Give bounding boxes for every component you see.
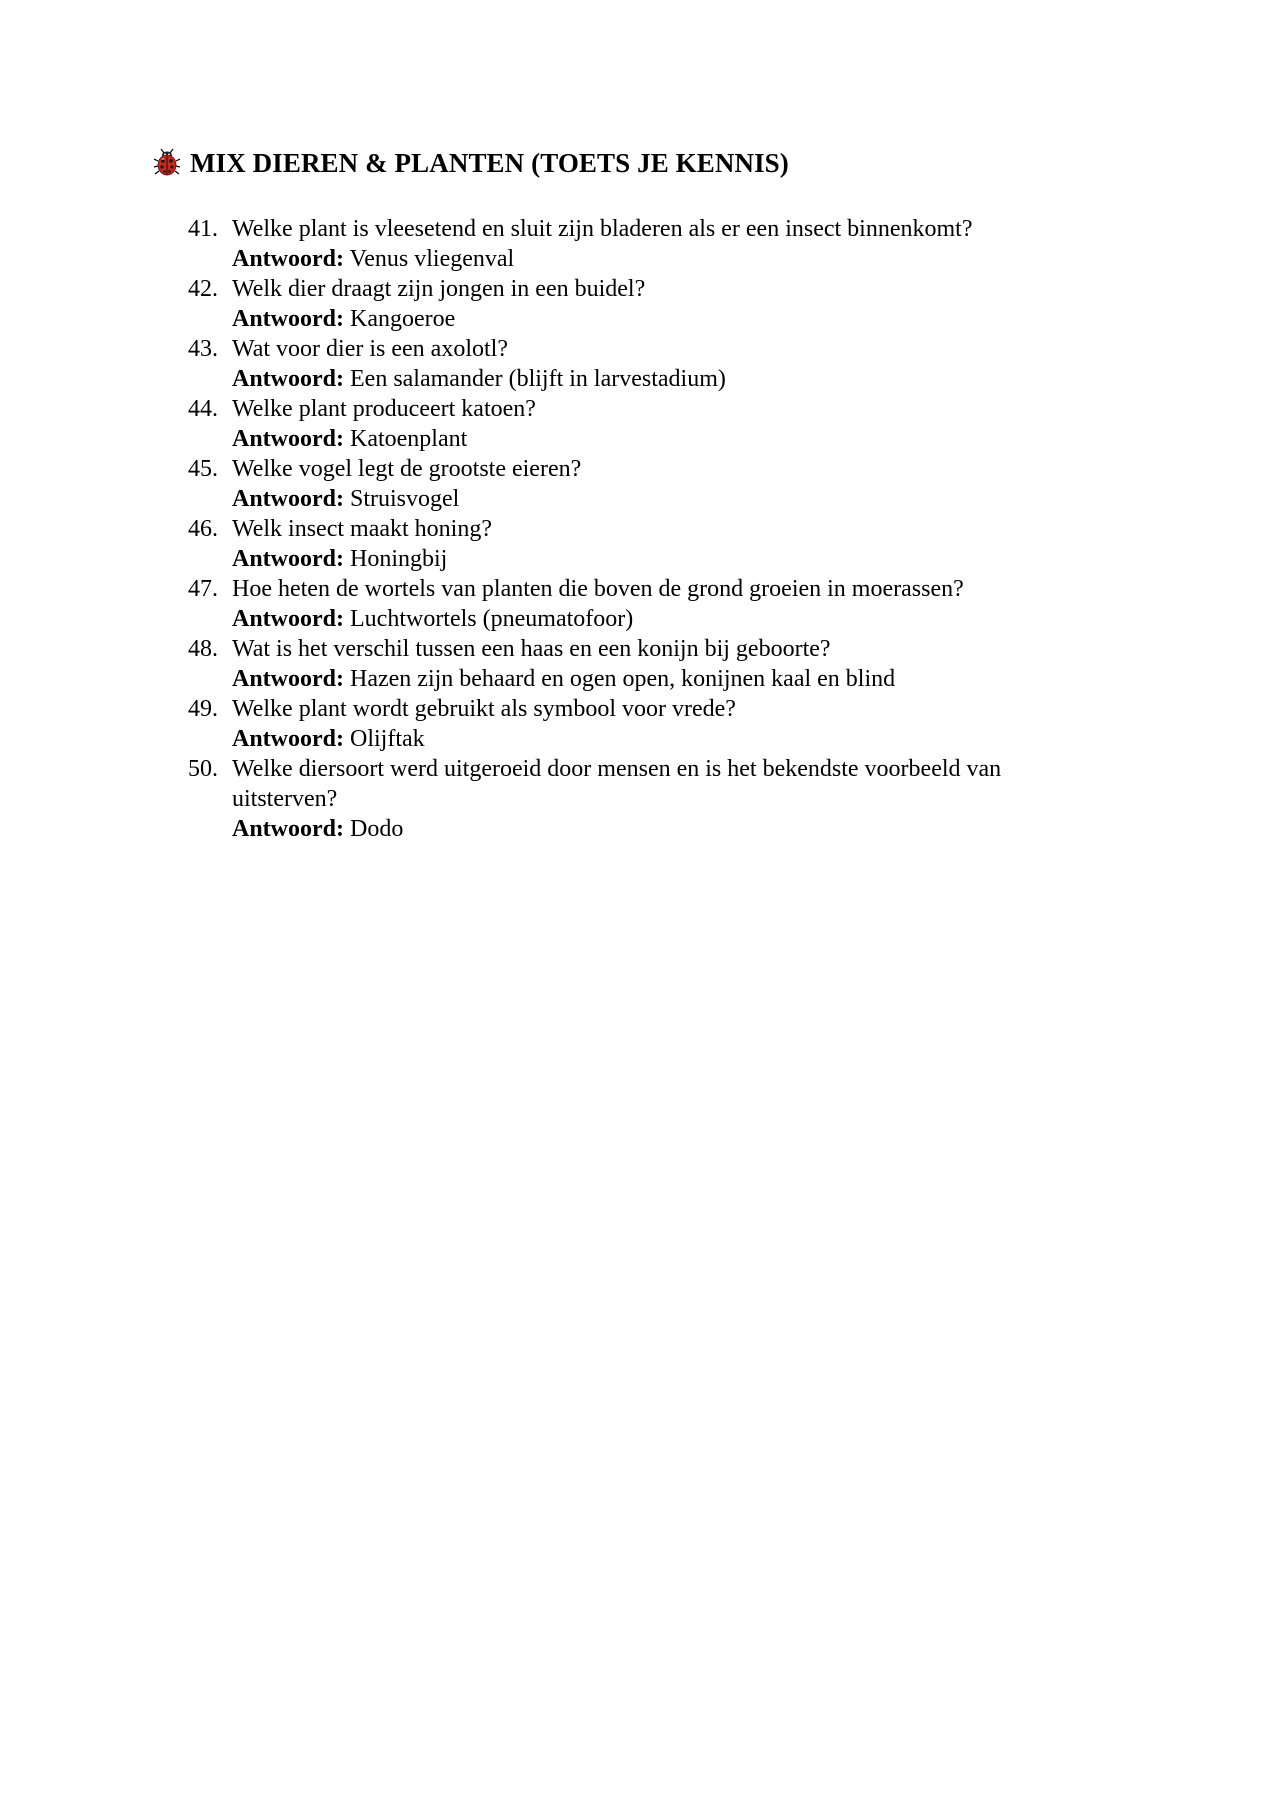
answer-label: Antwoord:: [232, 306, 344, 332]
question-number: 45.: [188, 456, 218, 482]
answer-line: [232, 364, 1088, 394]
answer-line: [232, 724, 1088, 754]
question-text: Welk dier draagt zijn jongen in een buidel?: [232, 276, 646, 302]
question-list: [188, 214, 1088, 844]
answer-line: [232, 484, 1088, 514]
question-number: 44.: [188, 396, 218, 422]
question-item: [188, 334, 1088, 394]
answer-label: Antwoord:: [232, 366, 344, 392]
answer-line: [232, 604, 1088, 634]
page-title: MIX DIEREN & PLANTEN (TOETS JE KENNIS): [190, 148, 789, 178]
question-text: Wat voor dier is een axolotl?: [232, 336, 508, 362]
question-text: Wat is het verschil tussen een haas en een konijn bij geboorte?: [232, 636, 831, 662]
question-number: 41.: [188, 216, 218, 242]
question-item: [188, 514, 1088, 574]
answer-text: Venus vliegenval: [349, 246, 515, 272]
answer-label: Antwoord:: [232, 816, 344, 842]
answer-label: Antwoord:: [232, 246, 344, 272]
question-text: Welke vogel legt de grootste eieren?: [232, 456, 582, 482]
answer-line: [232, 424, 1088, 454]
question-text: Welke plant is vleesetend en sluit zijn bladeren als er een insect binnenkomt?: [232, 216, 973, 242]
question-number: 47.: [188, 576, 218, 602]
question-item: [188, 694, 1088, 754]
answer-text: Honingbij: [350, 546, 448, 572]
question-item: [188, 574, 1088, 634]
answer-text: Katoenplant: [350, 426, 468, 452]
answer-line: [232, 664, 1088, 694]
answer-text: Dodo: [350, 816, 404, 842]
answer-line: [232, 544, 1088, 574]
answer-label: Antwoord:: [232, 546, 344, 572]
question-item: [188, 214, 1088, 274]
answer-text: Hazen zijn behaard en ogen open, konijnen kaal en blind: [350, 666, 896, 692]
question-text: Welk insect maakt honing?: [232, 516, 492, 542]
question-number: 46.: [188, 516, 218, 542]
question-text: Welke diersoort werd uitgeroeid door mensen en is het bekendste voorbeeld van uitsterven?: [232, 756, 1002, 812]
answer-label: Antwoord:: [232, 426, 344, 452]
question-number: 48.: [188, 636, 218, 662]
answer-text: Luchtwortels (pneumatofoor): [350, 606, 634, 632]
answer-label: Antwoord:: [232, 606, 344, 632]
answer-line: [232, 244, 1088, 274]
answer-text: Olijftak: [350, 726, 425, 752]
question-text: Welke plant produceert katoen?: [232, 396, 536, 422]
question-item: [188, 754, 1088, 844]
question-item: [188, 274, 1088, 334]
section-heading: [152, 148, 789, 179]
answer-text: Een salamander (blijft in larvestadium): [350, 366, 726, 392]
question-number: 43.: [188, 336, 218, 362]
question-item: [188, 634, 1088, 694]
answer-label: Antwoord:: [232, 666, 344, 692]
answer-line: [232, 814, 1088, 844]
answer-line: [232, 304, 1088, 334]
question-number: 42.: [188, 276, 218, 302]
question-item: [188, 394, 1088, 454]
answer-label: Antwoord:: [232, 726, 344, 752]
answer-label: Antwoord:: [232, 486, 344, 512]
question-text: Welke plant wordt gebruikt als symbool voor vrede?: [232, 696, 736, 722]
answer-text: Struisvogel: [350, 486, 460, 512]
question-number: 49.: [188, 696, 218, 722]
question-item: [188, 454, 1088, 514]
question-number: 50.: [188, 756, 218, 782]
ladybug-icon: [152, 147, 182, 177]
question-text: Hoe heten de wortels van planten die boven de grond groeien in moerassen?: [232, 576, 964, 602]
answer-text: Kangoeroe: [350, 306, 456, 332]
